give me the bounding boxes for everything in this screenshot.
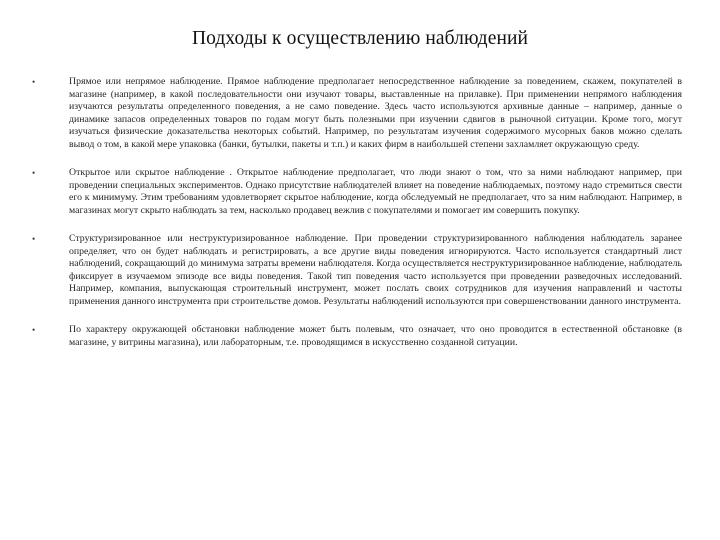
slide-title: Подходы к осуществлению наблюдений (191, 28, 529, 49)
bullet-icon: • (32, 77, 36, 87)
bullet-icon: • (32, 325, 36, 335)
bullet-icon: • (32, 233, 36, 244)
bullet-item-direct-indirect (32, 76, 682, 152)
bullet-list (32, 76, 682, 349)
bullet-text: Структуризированное или неструктуризированное наблюдение. При проведении структуризированного наблюдения наблюдатель заранее определяет, что он будет наблюдать и регистрировать, а все другие виды поведения игнорируются. Часто используется стандартный лист наблюдений, сокращающий до минимума затраты времени наблюдателя. Когда осуществляется неструктуризированное наблюдение, наблюдатель фиксирует в изучаемом эпизоде все виды поведения. Такой тип поведения часто используется при проведении разведочных исследований. Например, компания, выпускающая строительный инструмент, может послать своих сотрудников для изучения направлений и частоты применения данного инструмента при строительстве домов. Результаты наблюдений используются при совершенствовании данного инструмента. (69, 232, 682, 307)
bullet-icon: • (32, 168, 36, 179)
bullet-item-open-hidden (32, 167, 682, 217)
bullet-text: Открытое или скрытое наблюдение . Открытое наблюдение предполагает, что люди знают о том, что за ними наблюдают например, при проведении специальных экспериментов. Однако присутствие наблюдателей влияет на поведение наблюдаемых, поэтому надо стремиться свести его к минимуму. Этим требованиям удовлетворяет скрытое наблюдение, когда обследуемый не предполагает, что за ним наблюдают. Например, в магазинах могут скрыто наблюдать за тем, насколько продавец вежлив с покупателями и помогает им совершить покупку. (69, 167, 682, 216)
bullet-item-environment (32, 324, 682, 349)
bullet-text: По характеру окружающей обстановки наблюдение может быть полевым, что означает, что оно проводится в естественной обстановке (в магазине, у витрины магазина), или лабораторным, т.е. проводящимся в искусственно созданной ситуации. (69, 324, 682, 348)
bullet-text: Прямое или непрямое наблюдение. Прямое наблюдение предполагает непосредственное наблюдение за поведением, скажем, покупателей в магазине (например, в какой последовательности они изучают товары, выставленные на прилавке). При применении непрямого наблюдения изучаются результаты определенного поведения, а не само поведение. Здесь часто используются архивные данные – например, данные о динамике запасов определенных товаров по годам могут быть полезными при изучении сдвигов в рыночной ситуации. Кроме того, могут изучаться физические доказательства некоторых событий. Например, по результатам изучения содержимого мусорных баков можно сделать вывод о том, в какой мере упаковка (банки, бутылки, пакеты и т.п.) и каких фирм в наибольшей степени захламляет окружающую среду. (69, 76, 682, 150)
bullet-item-structured (32, 233, 682, 309)
